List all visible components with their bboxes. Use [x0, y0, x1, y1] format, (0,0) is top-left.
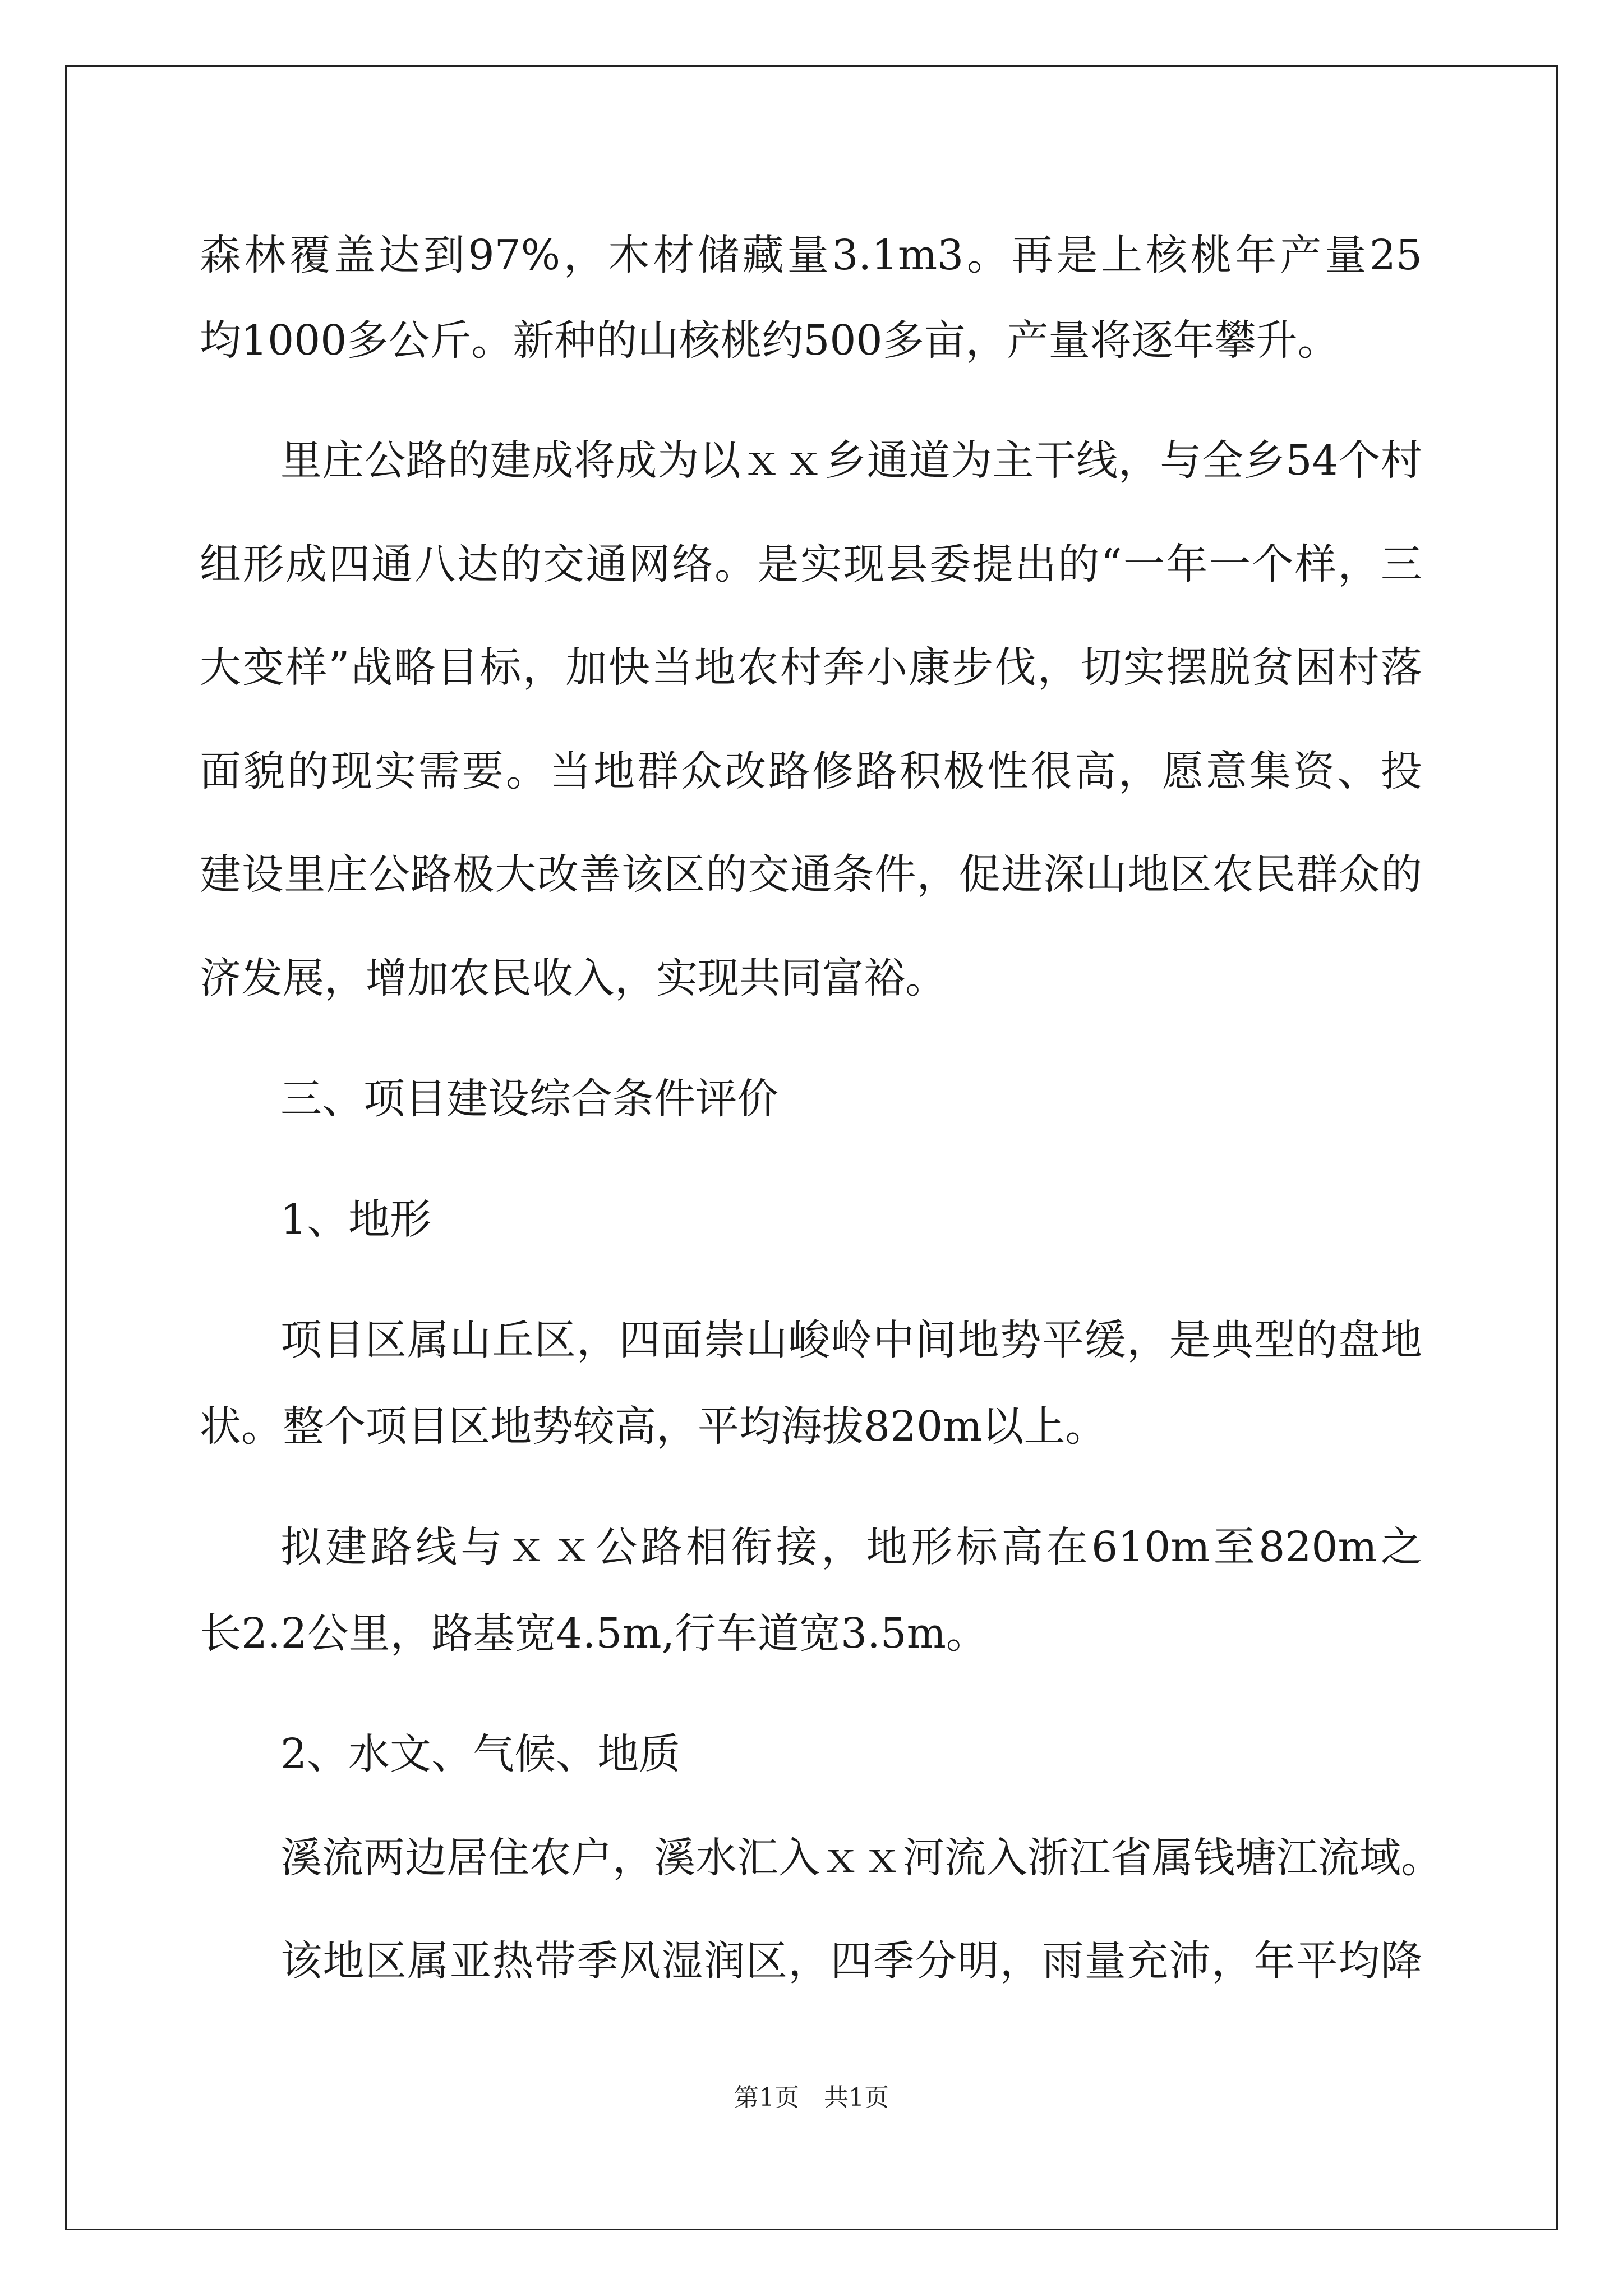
text-line: 建设里庄公路极大改善该区的交通条件，促进深山地区农民群众的 [200, 850, 1422, 899]
paragraph-first-line: 拟建路线与ｘｘ公路相衔接，地形标高在610m至820m之 [280, 1523, 1422, 1571]
subsection-heading: 1、地形 [280, 1195, 432, 1244]
text-line: 组形成四通八达的交通网络。是实现县委提出的“一年一个样，三 [200, 540, 1422, 588]
paragraph-first-line: 该地区属亚热带季风湿润区，四季分明，雨量充沛，年平均降 [280, 1937, 1422, 1985]
page-border [65, 65, 1558, 2230]
text-line: 均1000多公斤。新种的山核桃约500多亩，产量将逐年攀升。 [200, 316, 1339, 365]
page-number-footer: 第1页 共1页 [734, 2083, 889, 2112]
text-line: 长2.2公里，路基宽4.5m,行车道宽3.5m。 [200, 1609, 988, 1658]
paragraph-line: 溪流两边居住农户，溪水汇入ｘｘ河流入浙江省属钱塘江流域。 [280, 1834, 1442, 1882]
subsection-heading: 2、水文、气候、地质 [280, 1730, 681, 1778]
text-line: 面貌的现实需要。当地群众改路修路积极性很高，愿意集资、投 [200, 747, 1422, 795]
text-line: 大变样”战略目标，加快当地农村奔小康步伐，切实摆脱贫困村落 [200, 643, 1422, 692]
text-line: 状。整个项目区地势较高，平均海拔820m以上。 [200, 1402, 1107, 1451]
section-heading: 三、项目建设综合条件评价 [280, 1075, 778, 1123]
text-line: 森林覆盖达到97%，木材储藏量3.1m3。再是上核桃年产量25 [200, 231, 1422, 279]
paragraph-first-line: 项目区属山丘区，四面崇山峻岭中间地势平缓，是典型的盘地 [280, 1316, 1422, 1364]
paragraph-first-line: 里庄公路的建成将成为以ｘｘ乡通道为主干线，与全乡54个村 [280, 436, 1422, 485]
text-line: 济发展，增加农民收入，实现共同富裕。 [200, 954, 947, 1002]
